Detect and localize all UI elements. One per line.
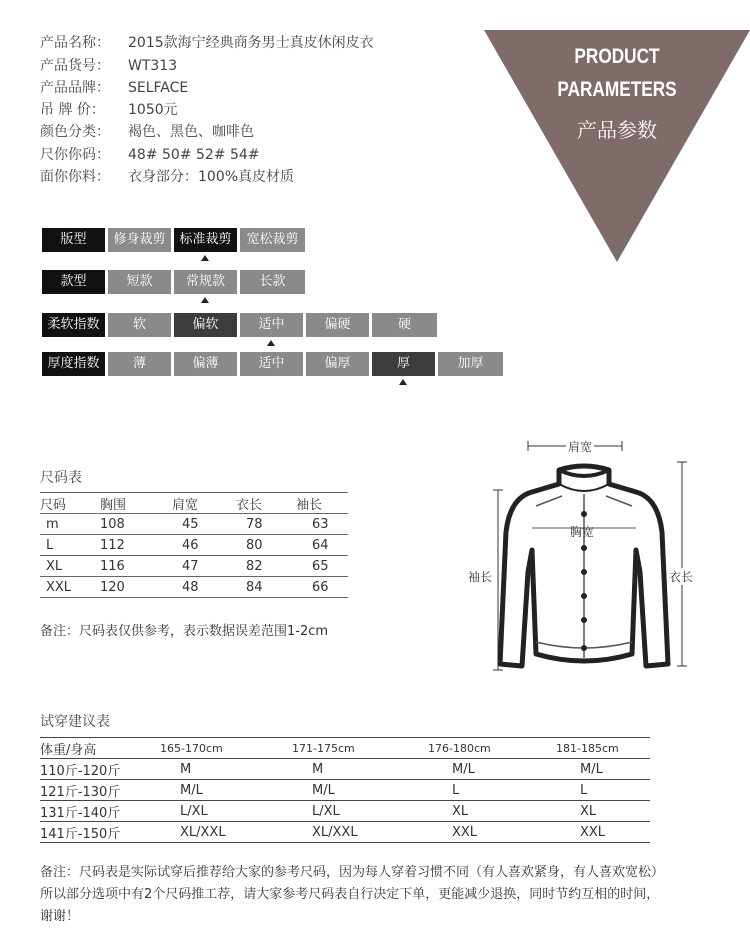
length-label: 衣长 — [669, 570, 694, 584]
selected-marker-icon — [201, 297, 209, 303]
row-label: 产品名称： — [40, 35, 110, 51]
row-value: 48# 50# 52# 54# — [128, 147, 260, 163]
table-cell: L/XL — [312, 803, 340, 819]
table-cell: XL/XXL — [180, 824, 226, 840]
scale-option: 偏薄 — [174, 352, 237, 376]
scale-title: 款型 — [42, 270, 105, 294]
scale-option: 偏厚 — [306, 352, 369, 376]
table-cell: 47 — [182, 558, 199, 574]
table-cell: m — [46, 516, 59, 532]
table-cell: 112 — [100, 537, 125, 553]
scale-option: 软 — [108, 313, 171, 337]
header-cell: 肩宽 — [172, 497, 199, 513]
table-cell: XL — [452, 803, 469, 819]
table-cell: M/L — [452, 761, 475, 777]
table-cell: 80 — [246, 537, 263, 553]
scale-option: 硬 — [372, 313, 437, 337]
scale-title: 厚度指数 — [42, 352, 105, 376]
scale-option: 薄 — [108, 352, 171, 376]
row-label: 产品品牌： — [40, 80, 110, 96]
table-cell: 141斤-150斤 — [40, 826, 121, 842]
row-label: 尺你你码： — [40, 147, 110, 163]
product-size-row — [40, 145, 260, 165]
table-cell: M — [180, 761, 192, 777]
row-label: 面你你料： — [40, 169, 110, 185]
table-cell: M/L — [580, 761, 603, 777]
scale-option-selected: 适中 — [240, 313, 303, 337]
table-cell: L — [580, 782, 588, 798]
table-cell: M/L — [312, 782, 335, 798]
table-cell: 78 — [246, 516, 263, 532]
row-value: SELFACE — [128, 80, 189, 96]
table-row — [40, 822, 650, 843]
table-cell: XL — [580, 803, 597, 819]
table-cell: 108 — [100, 516, 125, 532]
scale-option: 偏硬 — [306, 313, 369, 337]
table-cell: 66 — [312, 579, 329, 595]
table-cell: 84 — [246, 579, 263, 595]
try-table — [40, 737, 650, 843]
jacket-outline-icon — [466, 436, 706, 676]
header-cell: 165-170cm — [160, 741, 223, 755]
table-cell: M — [312, 761, 324, 777]
table-cell: XXL — [580, 824, 606, 840]
table-row — [40, 556, 348, 577]
scale-option: 加厚 — [438, 352, 503, 376]
banner-title-product: PRODUCT — [574, 45, 660, 68]
jacket-diagram — [466, 436, 706, 676]
scale-option-selected: 厚 — [372, 352, 435, 376]
row-label: 吊 牌 价： — [40, 102, 105, 118]
size-chart-note: 备注：尺码表仅供参考，表示数据误差范围1-2cm — [40, 624, 329, 639]
product-sku-row — [40, 56, 177, 76]
table-row — [40, 577, 348, 598]
product-price-row — [40, 100, 178, 120]
header-cell: 176-180cm — [428, 741, 491, 755]
scale-title: 版型 — [42, 228, 105, 252]
chest-label: 胸宽 — [570, 525, 595, 539]
product-material-row — [40, 167, 294, 187]
row-value: WT313 — [128, 58, 178, 74]
table-cell: 116 — [100, 558, 125, 574]
table-cell: XL — [46, 558, 63, 574]
row-value: 1050元 — [128, 102, 178, 118]
table-row — [40, 514, 348, 535]
selected-marker-icon — [399, 379, 407, 385]
table-cell: 64 — [312, 537, 329, 553]
scale-option: 适中 — [240, 352, 303, 376]
table-cell: 121斤-130斤 — [40, 784, 121, 800]
table-row — [40, 759, 650, 780]
table-cell: XL/XXL — [312, 824, 358, 840]
table-cell: 82 — [246, 558, 263, 574]
table-row — [40, 535, 348, 556]
row-value: 褐色、黑色、咖啡色 — [128, 124, 254, 140]
banner-title-cn: 产品参数 — [577, 118, 657, 142]
table-cell: 45 — [182, 516, 199, 532]
try-chart-title: 试穿建议表 — [40, 714, 110, 730]
table-cell: 131斤-140斤 — [40, 805, 121, 821]
scale-option: 修身裁剪 — [108, 228, 171, 252]
table-cell: XXL — [452, 824, 478, 840]
size-table — [40, 492, 348, 598]
table-cell: L — [452, 782, 460, 798]
scale-option-selected: 标准裁剪 — [174, 228, 237, 252]
row-label: 产品货号： — [40, 58, 110, 74]
table-cell: 63 — [312, 516, 329, 532]
table-cell: 65 — [312, 558, 329, 574]
selected-marker-icon — [267, 340, 275, 346]
table-cell: XXL — [46, 579, 72, 595]
row-value: 2015款海宁经典商务男士真皮休闲皮衣 — [128, 35, 374, 51]
header-cell: 衣长 — [236, 497, 263, 513]
scale-option: 短款 — [108, 270, 171, 294]
try-chart-note: 备注：尺码表是实际试穿后推荐给大家的参考尺码，因为每人穿着习惯不同（有人喜欢紧身，有人喜欢宽松）所以部分选项中有2个尺码推工荐，请大家参考尺码表自行决定下单，更能减少退换，同时节约互相的时间，谢谢！ — [40, 865, 665, 924]
sleeve-label: 袖长 — [468, 570, 493, 584]
shoulder-label: 肩宽 — [568, 440, 593, 454]
header-cell: 181-185cm — [556, 741, 619, 755]
table-cell: L — [46, 537, 54, 553]
product-color-row — [40, 122, 254, 142]
table-row — [40, 801, 650, 822]
scale-option-selected: 常规款 — [174, 270, 237, 294]
selected-marker-icon — [201, 255, 209, 261]
scale-option: 偏软 — [174, 313, 237, 337]
table-cell: 120 — [100, 579, 125, 595]
row-value: 衣身部分：100%真皮材质 — [128, 169, 295, 185]
parameters-banner — [484, 30, 750, 262]
header-cell: 体重/身高 — [40, 742, 97, 758]
scale-option: 长款 — [240, 270, 305, 294]
table-cell: 48 — [182, 579, 199, 595]
scale-option: 宽松裁剪 — [240, 228, 305, 252]
size-chart-title: 尺码表 — [40, 470, 82, 486]
table-cell: L/XL — [180, 803, 208, 819]
table-header-row — [40, 493, 348, 514]
table-cell: M/L — [180, 782, 203, 798]
header-cell: 171-175cm — [292, 741, 355, 755]
scale-title: 柔软指数 — [42, 313, 105, 337]
table-cell: 46 — [182, 537, 199, 553]
row-label: 颜色分类： — [40, 124, 110, 140]
product-brand-row — [40, 78, 188, 98]
product-name-row — [40, 33, 374, 53]
banner-title-parameters: PARAMETERS — [557, 78, 677, 101]
header-cell: 袖长 — [296, 497, 323, 513]
table-row — [40, 780, 650, 801]
table-cell: 110斤-120斤 — [40, 763, 121, 779]
table-header-row — [40, 738, 650, 759]
header-cell: 尺码 — [40, 497, 67, 513]
header-cell: 胸围 — [100, 497, 127, 513]
